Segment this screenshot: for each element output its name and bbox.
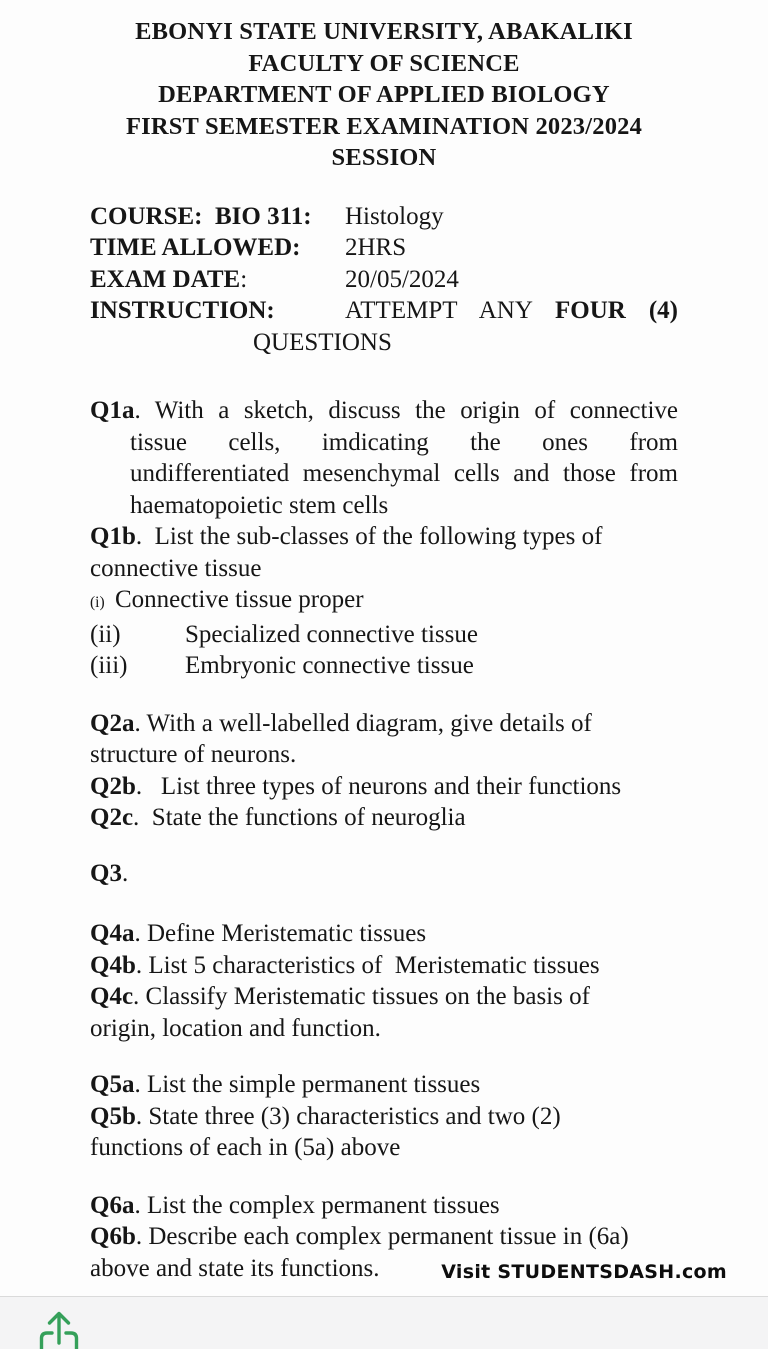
document-header <box>90 16 678 174</box>
q2a-line1: Q2a. With a well-labelled diagram, give details of <box>90 709 592 737</box>
q3-line: Q3. <box>90 859 129 887</box>
q2b-line: Q2b. List three types of neurons and their functions <box>90 772 622 800</box>
question-5 <box>90 1069 678 1164</box>
q2a-line2: structure of neurons. <box>90 741 297 768</box>
q2a-label: Q2a <box>90 709 135 737</box>
header-line-university: EBONYI STATE UNIVERSITY, ABAKALIKI <box>135 18 633 45</box>
exam-date-label: EXAM DATE: <box>90 265 248 293</box>
q3-label: Q3 <box>90 859 122 887</box>
exam-date-colon: : <box>240 265 248 293</box>
q4b-label: Q4b <box>90 951 136 979</box>
course-label: COURSE: BIO 311: <box>90 202 312 230</box>
q1a-line1: Q1a. With a sketch, discuss the origin of connective <box>90 397 678 424</box>
exam-date-value: 20/05/2024 <box>345 265 459 293</box>
meta-row-course <box>90 201 678 233</box>
q6b-label: Q6b <box>90 1223 136 1250</box>
q2c-line: Q2c. State the functions of neuroglia <box>90 804 466 831</box>
question-2 <box>90 708 678 834</box>
exam-meta <box>90 201 678 359</box>
list-marker-iii: (iii) <box>90 652 128 679</box>
q4a-line: Q4a. Define Meristematic tissues <box>90 920 427 947</box>
share-icon <box>36 1311 82 1349</box>
meta-row-date <box>90 264 678 296</box>
list-item-ii <box>90 619 678 651</box>
q1a-label: Q1a <box>90 397 135 424</box>
instruction-label: INSTRUCTION: <box>90 297 275 324</box>
q2c-label: Q2c <box>90 804 134 831</box>
bottom-toolbar <box>0 1296 768 1349</box>
time-allowed-label: TIME ALLOWED: <box>90 234 301 261</box>
q6b-line1: Q6b. Describe each complex permanent tissue in (6a) <box>90 1223 629 1250</box>
list-marker-ii: (ii) <box>90 620 121 648</box>
q4b-line: Q4b. List 5 characteristics of Meristematic tissues <box>90 951 600 979</box>
list-marker-i: (i) <box>90 594 105 611</box>
instruction-value-line2: QUESTIONS <box>253 328 392 356</box>
list-text-iii: Embryonic connective tissue <box>185 652 474 679</box>
q1a-line4: haematopoietic stem cells <box>130 491 389 519</box>
q5a-label: Q5a <box>90 1071 135 1098</box>
list-item-iii <box>90 650 678 682</box>
list-text-ii: Specialized connective tissue <box>185 620 478 648</box>
header-line-semester: FIRST SEMESTER EXAMINATION 2023/2024 <box>125 112 643 140</box>
question-1 <box>90 395 678 682</box>
q4c-line2: origin, location and function. <box>90 1014 381 1042</box>
watermark-studentsdash: Visit STUDENTSDASH.com <box>441 1261 727 1283</box>
time-allowed-value: 2HRS <box>345 234 407 261</box>
list-item-i <box>90 584 678 619</box>
q4c-line1: Q4c. Classify Meristematic tissues on the basis of <box>90 983 590 1010</box>
q2b-label: Q2b <box>90 772 136 800</box>
q1b-line1: Q1b. List the sub-classes of the following types of <box>90 523 603 550</box>
header-line-faculty: FACULTY OF SCIENCE <box>248 49 520 77</box>
q5b-label: Q5b <box>90 1102 136 1130</box>
meta-row-time <box>90 232 678 264</box>
q5b-line1: Q5b. State three (3) characteristics and two (2) <box>90 1102 561 1130</box>
header-line-session: SESSION <box>331 144 437 171</box>
exam-document <box>90 16 678 1284</box>
share-button[interactable] <box>36 1311 82 1349</box>
q6b-line2: above and state its functions. <box>90 1254 380 1282</box>
list-text-i: Connective tissue proper <box>115 586 364 613</box>
question-4 <box>90 918 678 1044</box>
q1b-label: Q1b <box>90 523 136 550</box>
header-line-department: DEPARTMENT OF APPLIED BIOLOGY <box>158 81 610 108</box>
q5b-line2: functions of each in (5a) above <box>90 1134 401 1161</box>
q1a-line3: undifferentiated mesenchymal cells and those from <box>130 460 678 487</box>
meta-row-instruction <box>90 295 678 327</box>
q6a-label: Q6a <box>90 1191 135 1219</box>
q1a-line2: tissue cells, imdicating the ones from <box>130 428 678 456</box>
q6a-line: Q6a. List the complex permanent tissues <box>90 1191 500 1219</box>
q4a-label: Q4a <box>90 920 135 947</box>
q5a-line: Q5a. List the simple permanent tissues <box>90 1071 481 1098</box>
course-value: Histology <box>345 202 444 230</box>
question-3 <box>90 858 678 890</box>
q4c-label: Q4c <box>90 983 134 1010</box>
q1b-line2: connective tissue <box>90 554 262 582</box>
instruction-value: ATTEMPT ANY FOUR (4) <box>345 297 678 324</box>
